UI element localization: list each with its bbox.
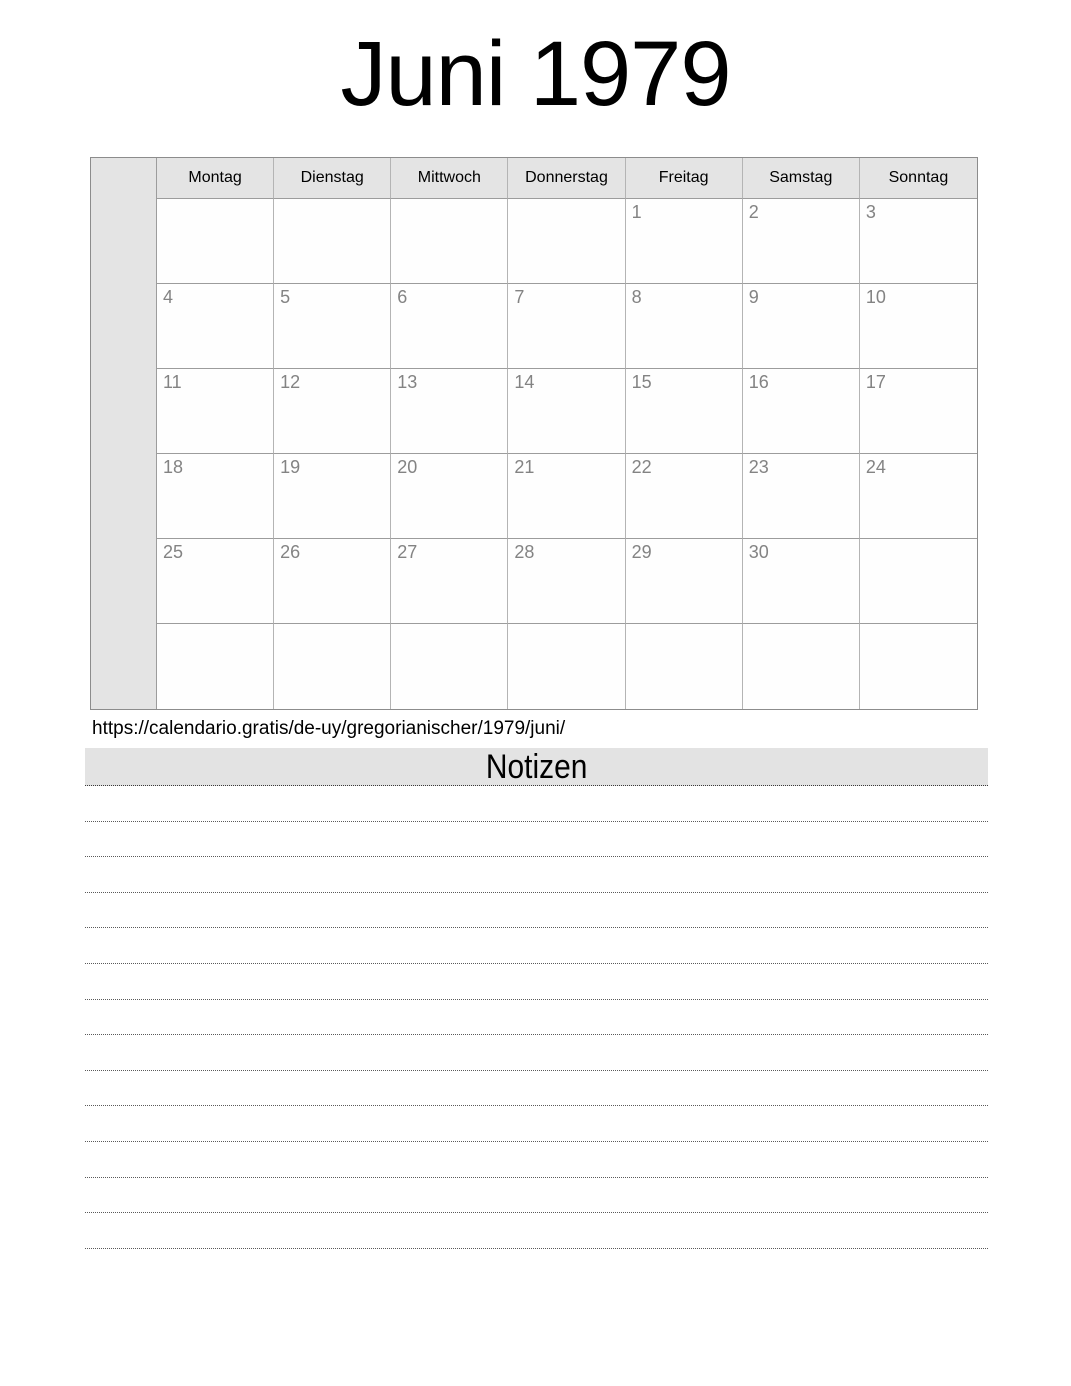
day-cell-16: 16 <box>743 369 860 454</box>
day-cell-23: 23 <box>743 454 860 539</box>
day-cell-3: 3 <box>860 199 977 284</box>
calendar-table <box>90 157 978 710</box>
day-cell-empty <box>508 199 625 284</box>
day-cell-21: 21 <box>508 454 625 539</box>
day-cell-1: 1 <box>626 199 743 284</box>
day-cell-empty <box>157 199 274 284</box>
day-cell-11: 11 <box>157 369 274 454</box>
day-cell-4: 4 <box>157 284 274 369</box>
day-cell-8: 8 <box>626 284 743 369</box>
weekday-header-samstag: Samstag <box>743 158 860 199</box>
day-cell-empty <box>391 624 508 709</box>
day-cell-17: 17 <box>860 369 977 454</box>
note-line <box>85 893 988 929</box>
day-cell-6: 6 <box>391 284 508 369</box>
day-cell-14: 14 <box>508 369 625 454</box>
source-url: https://calendario.gratis/de-uy/gregorianischer/1979/juni/ <box>92 718 566 739</box>
day-cell-9: 9 <box>743 284 860 369</box>
day-cell-2: 2 <box>743 199 860 284</box>
note-line <box>85 786 988 822</box>
day-cell-empty <box>626 624 743 709</box>
notes-header <box>85 748 988 786</box>
day-cell-12: 12 <box>274 369 391 454</box>
day-cell-28: 28 <box>508 539 625 624</box>
day-cell-empty <box>743 624 860 709</box>
weekday-header-donnerstag: Donnerstag <box>508 158 625 199</box>
notes-section <box>85 748 988 1249</box>
weekday-header-mittwoch: Mittwoch <box>391 158 508 199</box>
day-cell-15: 15 <box>626 369 743 454</box>
day-cell-13: 13 <box>391 369 508 454</box>
note-line <box>85 1106 988 1142</box>
day-cell-empty <box>860 624 977 709</box>
weekday-header-sonntag: Sonntag <box>860 158 977 199</box>
notes-title: Notizen <box>485 747 588 786</box>
week-number-gutter <box>91 158 157 709</box>
note-line <box>85 1035 988 1071</box>
note-line <box>85 1142 988 1178</box>
day-cell-22: 22 <box>626 454 743 539</box>
note-line <box>85 822 988 858</box>
day-cell-empty <box>157 624 274 709</box>
weekday-header-dienstag: Dienstag <box>274 158 391 199</box>
day-cell-empty <box>860 539 977 624</box>
day-cell-19: 19 <box>274 454 391 539</box>
weekday-header-freitag: Freitag <box>626 158 743 199</box>
day-cell-24: 24 <box>860 454 977 539</box>
day-cell-25: 25 <box>157 539 274 624</box>
day-cell-empty <box>274 624 391 709</box>
weekday-header-montag: Montag <box>157 158 274 199</box>
day-cell-30: 30 <box>743 539 860 624</box>
day-cell-27: 27 <box>391 539 508 624</box>
day-cell-20: 20 <box>391 454 508 539</box>
day-cell-empty <box>391 199 508 284</box>
day-cell-10: 10 <box>860 284 977 369</box>
day-cell-18: 18 <box>157 454 274 539</box>
note-line <box>85 1213 988 1249</box>
note-line <box>85 1071 988 1107</box>
day-cell-empty <box>274 199 391 284</box>
day-cell-5: 5 <box>274 284 391 369</box>
day-cell-26: 26 <box>274 539 391 624</box>
note-line <box>85 857 988 893</box>
day-cell-29: 29 <box>626 539 743 624</box>
note-line <box>85 928 988 964</box>
note-line <box>85 1178 988 1214</box>
note-line <box>85 964 988 1000</box>
page-title: Juni 1979 <box>340 23 731 125</box>
day-cell-7: 7 <box>508 284 625 369</box>
note-line <box>85 1000 988 1036</box>
day-cell-empty <box>508 624 625 709</box>
